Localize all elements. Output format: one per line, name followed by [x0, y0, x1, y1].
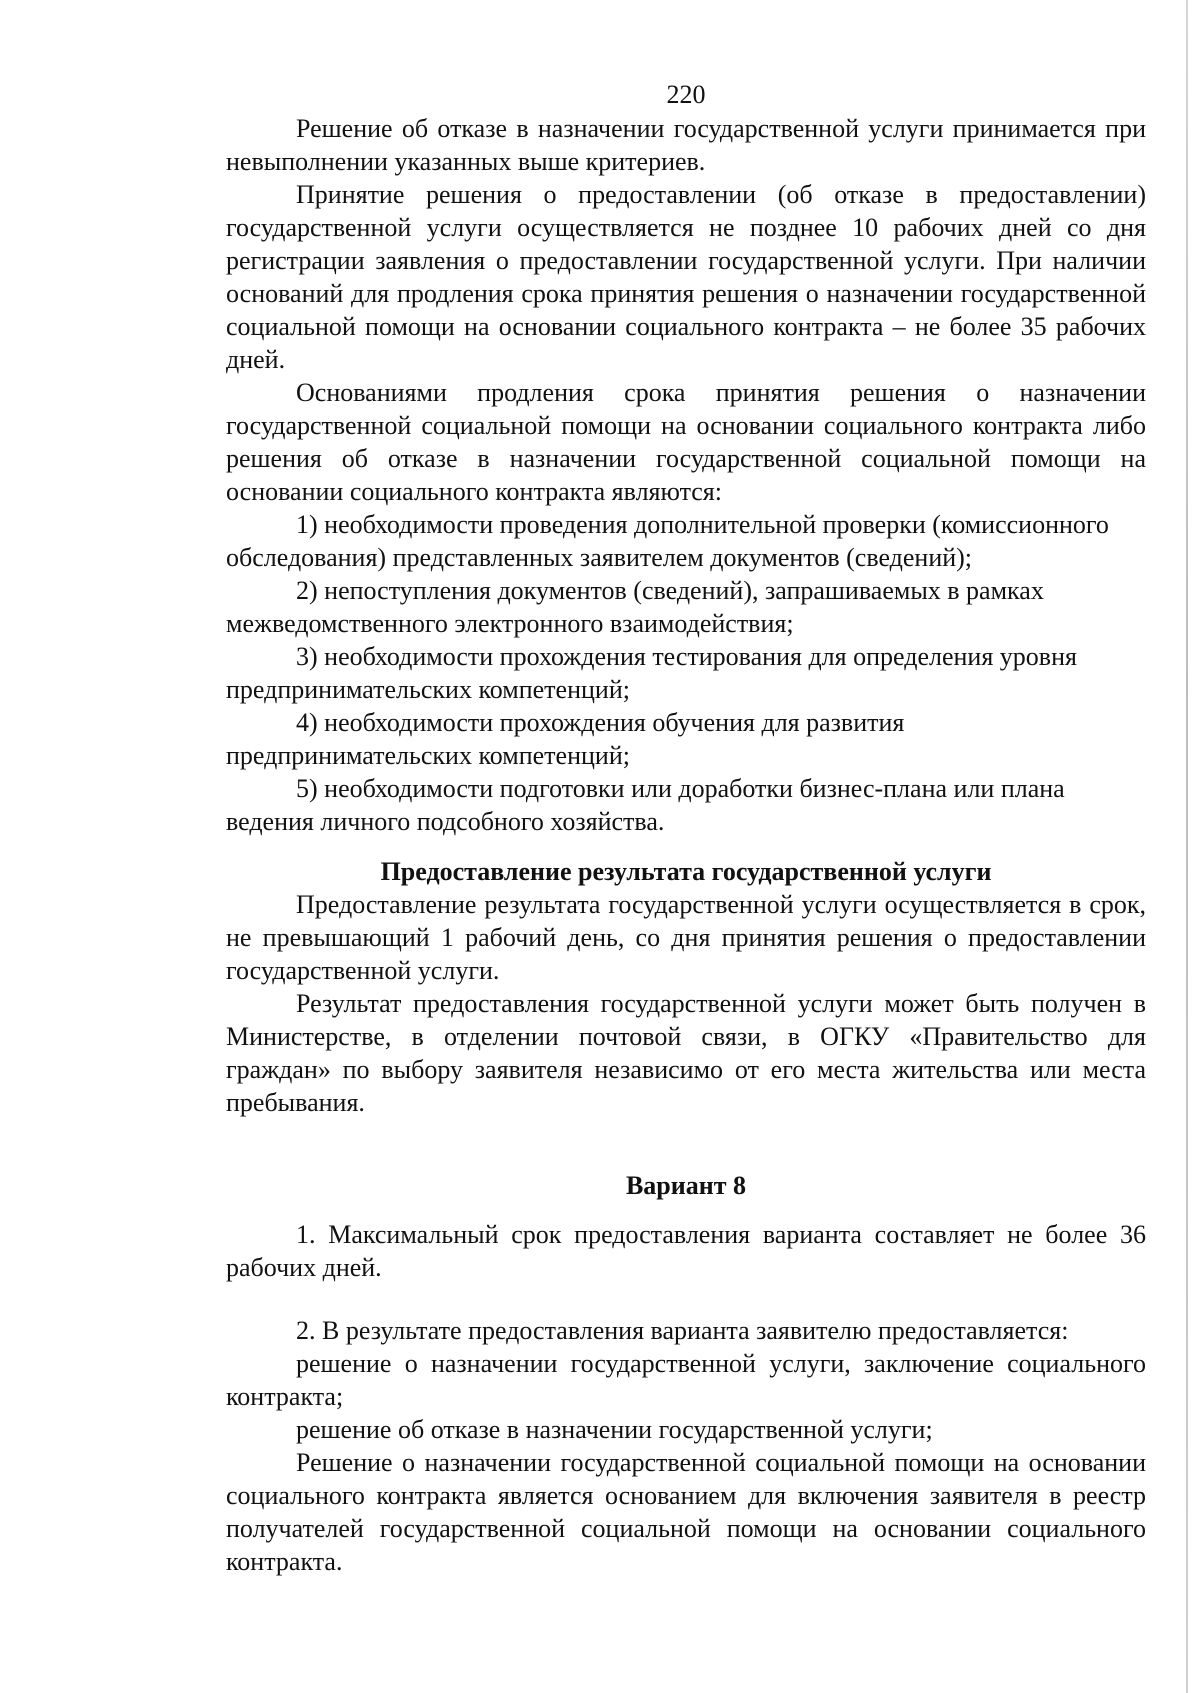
- page-edge-rule: [1186, 0, 1188, 1693]
- list-item-outcome-1: решение о назначении государственной услуги, заключение социального контракта;: [226, 1349, 1146, 1411]
- paragraph-outcome-intro: 2. В результате предоставления варианта заявителю предоставляется:: [296, 1316, 1069, 1345]
- section-variant-8: [226, 1169, 1146, 1578]
- paragraph-result-timing: Предоставление результата государственной услуги осуществляется в срок, не превышающий 1 рабочий день, со дня принятия решения о предоставлении государственной услуги.: [226, 890, 1146, 985]
- section-heading-result: Предоставление результата государственной услуги: [380, 857, 992, 886]
- document-page: [226, 78, 1146, 1578]
- list-item-grounds-3: 3) необходимости прохождения тестирования для определения уровня предпринимательских компетенций;: [226, 642, 1077, 704]
- paragraph-decision-deadline: Принятие решения о предоставлении (об отказе в предоставлении) государственной услуги осуществляется не позднее 10 рабочих дней со дня регистрации заявления о предоставлении государственной услуги. При наличии оснований для продления срока принятия решения о назначении государственной социальной помощи на основании социального контракта – не более 35 рабочих дней.: [226, 180, 1146, 374]
- list-item-grounds-2: 2) непоступления документов (сведений), запрашиваемых в рамках межведомственного электронного взаимодействия;: [226, 576, 1044, 638]
- list-item-grounds-1: 1) необходимости проведения дополнительной проверки (комиссионного обследования) представленных заявителем документов (сведений);: [226, 510, 1109, 572]
- list-item-grounds-4: 4) необходимости прохождения обучения для развития предпринимательских компетенций;: [226, 708, 905, 770]
- list-item-grounds-5: 5) необходимости подготовки или доработки бизнес-плана или плана ведения личного подсобного хозяйства.: [226, 774, 1065, 836]
- list-item-outcome-2: решение об отказе в назначении государственной услуги;: [296, 1415, 933, 1444]
- section-decision-terms: [226, 112, 1146, 838]
- paragraph-result-channels: Результат предоставления государственной услуги может быть получен в Министерстве, в отделении почтовой связи, в ОГКУ «Правительство для граждан» по выбору заявителя независимо от его места жительства или места пребывания.: [226, 989, 1146, 1117]
- paragraph-registry-inclusion: Решение о назначении государственной социальной помощи на основании социального контракта является основанием для включения заявителя в реестр получателей государственной социальной помощи на основании социального контракта.: [226, 1448, 1146, 1576]
- paragraph-max-term: 1. Максимальный срок предоставления варианта составляет не более 36 рабочих дней.: [226, 1220, 1146, 1282]
- paragraph-extension-grounds: Основаниями продления срока принятия решения о назначении государственной социальной помощи на основании социального контракта либо решения об отказе в назначении государственной социальной помощи на основании социального контракта являются:: [226, 378, 1146, 506]
- section-heading-variant: Вариант 8: [625, 1171, 747, 1200]
- section-result-delivery: [226, 855, 1146, 1119]
- paragraph-refusal-criteria: Решение об отказе в назначении государственной услуги принимается при невыполнении указанных выше критериев.: [226, 114, 1146, 176]
- page-number: 220: [666, 80, 706, 109]
